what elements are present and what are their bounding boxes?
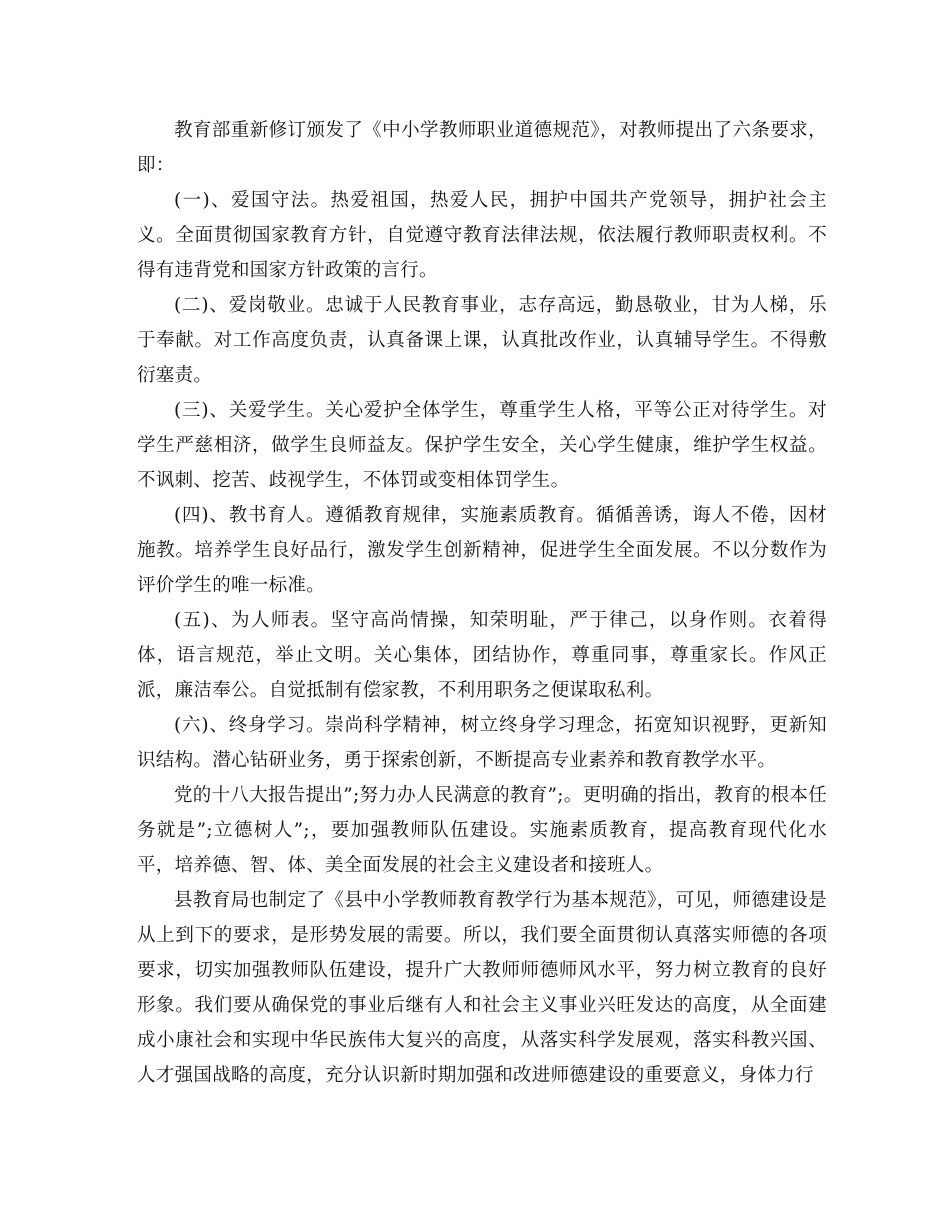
paragraph-county-norms: 县教育局也制定了《县中小学教师教育教学行为基本规范》，可见，师德建设是从上到下的要求，是形势发展的需要。所以，我们要全面贯彻认真落实师德的各项要求，切实加强教师队伍建设，提升广大教师师德师风水平，努力树立教育的良好形象。我们要从确保党的事业后继有人和社会主义事业兴旺发达的高度，从全面建成小康社会和实现中华民族伟大复兴的高度，从落实科学发展观，落实科教兴国、人才强国战略的高度，充分认识新时期加强和改进师德建设的重要意义，身体力行 [137,890,827,1086]
paragraph-item-5: (五)、为人师表。坚守高尚情操，知荣明耻，严于律己，以身作则。衣着得体，语言规范，举止文明。关心集体，团结协作，尊重同事，尊重家长。作风正派，廉洁奉公。自觉抵制有偿家教，不利用职务之便谋取私利。 [137,610,827,701]
paragraph-item-3: (三)、关爱学生。关心爱护全体学生，尊重学生人格，平等公正对待学生。对学生严慈相济，做学生良师益友。保护学生安全，关心学生健康，维护学生权益。不讽刺、挖苦、歧视学生，不体罚或变相体罚学生。 [137,400,827,491]
paragraph-item-4: (四)、教书育人。遵循教育规律，实施素质教育。循循善诱，诲人不倦，因材施教。培养学生良好品行，激发学生创新精神，促进学生全面发展。不以分数作为评价学生的唯一标准。 [137,505,827,596]
paragraph-intro: 教育部重新修订颁发了《中小学教师职业道德规范》，对教师提出了六条要求，即： [137,120,827,176]
paragraph-report: 党的十八大报告提出”;努力办人民满意的教育”;。更明确的指出，教育的根本任务就是”;立德树人”;，要加强教师队伍建设。实施素质教育，提高教育现代化水平，培养德、智、体、美全面发展的社会主义建设者和接班人。 [137,785,827,876]
paragraph-item-1: (一)、爱国守法。热爱祖国，热爱人民，拥护中国共产党领导，拥护社会主义。全面贯彻国家教育方针，自觉遵守教育法律法规，依法履行教师职责权利。不得有违背党和国家方针政策的言行。 [137,190,827,281]
paragraph-item-2: (二)、爱岗敬业。忠诚于人民教育事业，志存高远，勤恳敬业，甘为人梯，乐于奉献。对工作高度负责，认真备课上课，认真批改作业，认真辅导学生。不得敷衍塞责。 [137,295,827,386]
document-body [137,113,827,1093]
paragraph-item-6: (六)、终身学习。崇尚科学精神，树立终身学习理念，拓宽知识视野，更新知识结构。潜心钻研业务，勇于探索创新，不断提高专业素养和教育教学水平。 [137,715,827,771]
